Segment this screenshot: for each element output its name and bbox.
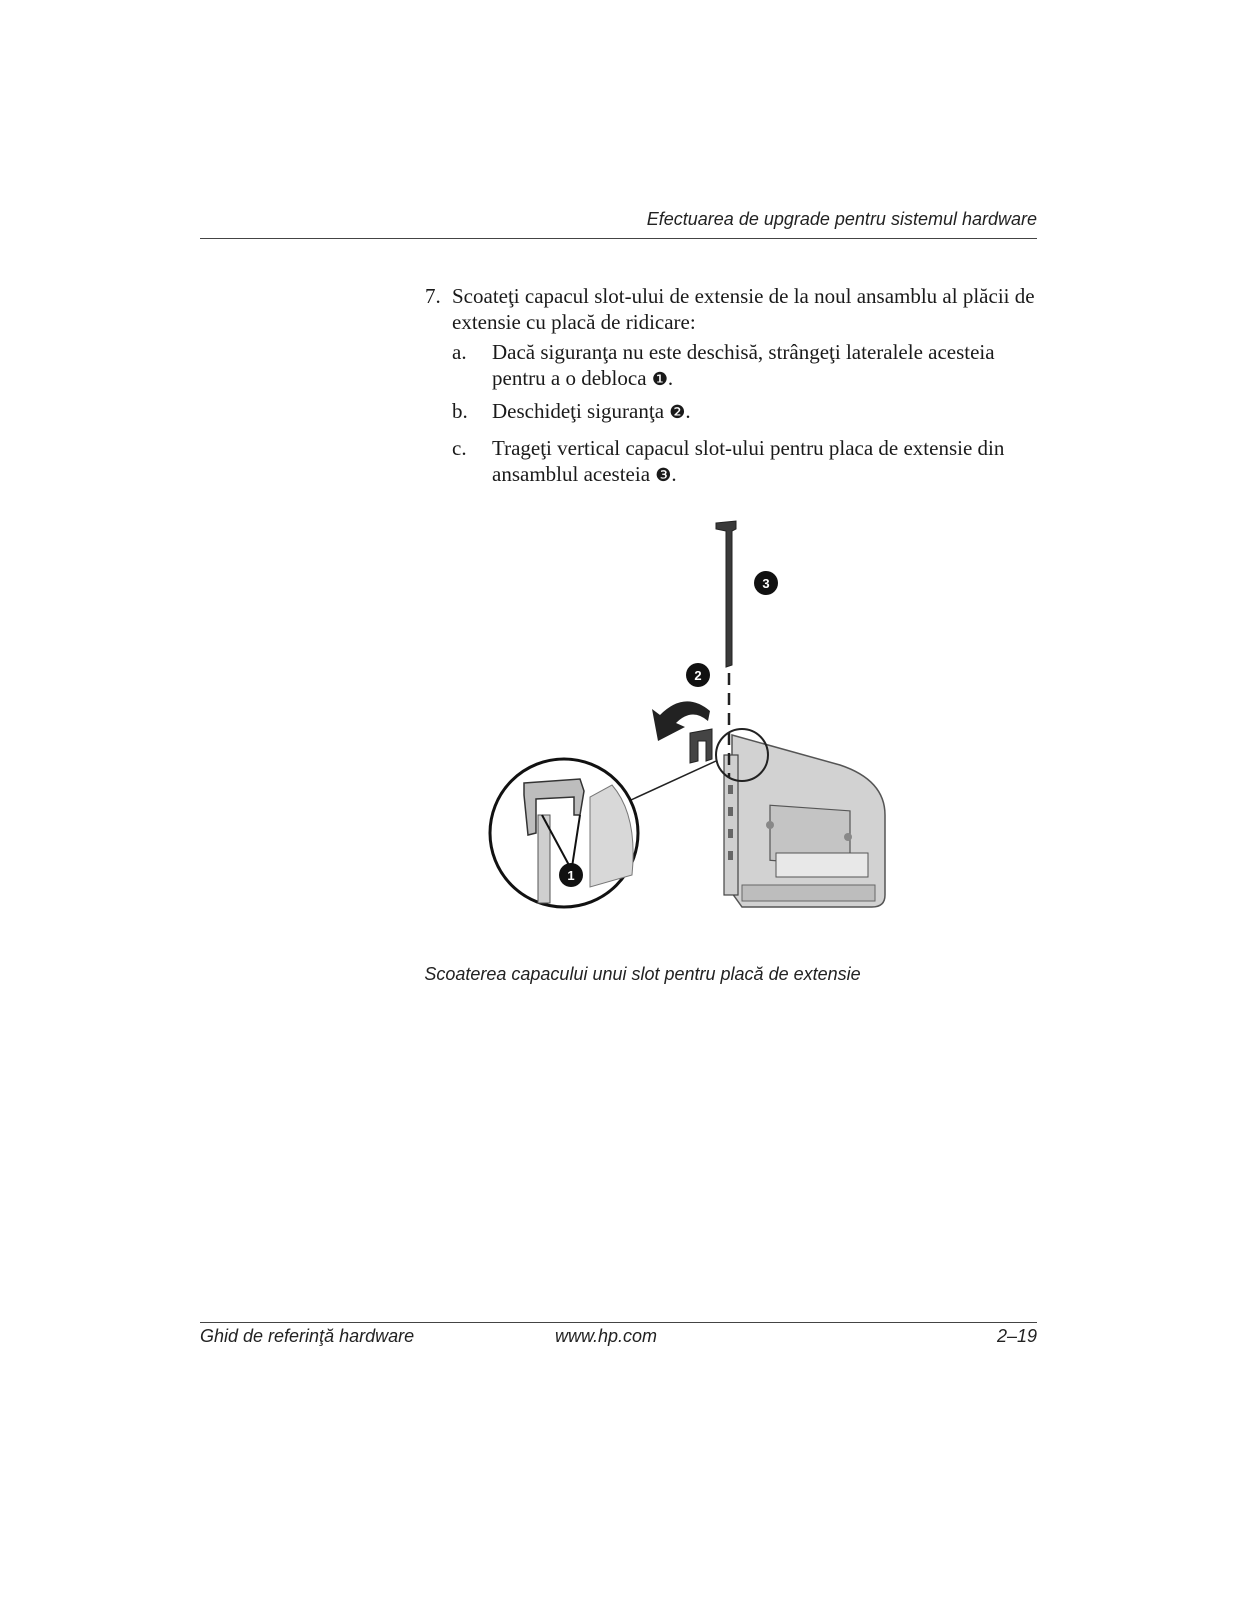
slot-cover [716,521,736,667]
substep-end: . [685,399,691,423]
figure-caption: Scoaterea capacului unui slot pentru placă de extensie [424,964,861,984]
header-divider [200,238,1037,239]
cage-screw [844,833,852,841]
rail-slot [728,785,733,794]
callout-2-label: 2 [694,668,702,683]
callout-1-icon: ❶ [651,369,668,390]
substep-letter: b. [452,399,468,423]
step-number: 7. [425,284,441,308]
expansion-slot-illustration [480,515,920,935]
substep-end: . [667,366,674,390]
substep-text: Trageţi vertical capacul slot-ului pentru placa de extensie din ansamblul acesteia [492,436,1005,486]
running-header: Efectuarea de upgrade pentru sistemul hardware [646,209,1037,229]
rail-slot [728,851,733,860]
substep-body [492,435,1042,489]
substep-body [492,398,1042,426]
substep-text: Dacă siguranţa nu este deschisă, strângeţi lateralele acesteia pentru a o debloca [492,340,995,390]
callout-3-label: 3 [762,576,770,591]
rail-slot [728,829,733,838]
substep-text: Deschideţi siguranţa [492,399,665,423]
footer-divider [200,1322,1037,1323]
substep-body [492,339,1042,393]
substep-end: . [671,462,677,486]
footer-guide-title: Ghid de referinţă hardware [200,1326,415,1346]
callout-3-icon: ❸ [655,465,672,486]
cage-screw [766,821,774,829]
cage-base [742,885,875,901]
step-text: Scoateţi capacul slot-ului de extensie de la noul ansamblu al plăcii de extensie cu placă de ridicare: [452,284,1035,334]
callout-2-icon: ❷ [669,402,686,423]
detail-leader [620,761,716,805]
substep-letter: c. [452,436,467,460]
footer-website: www.hp.com [555,1326,658,1346]
page-number: 2–19 [996,1326,1037,1346]
rail-slot [728,807,733,816]
latch [690,729,712,763]
substep-letter: a. [452,340,467,364]
callout-1-label: 1 [567,868,575,883]
illustration-svg [480,515,920,935]
riser-connector [776,853,868,877]
